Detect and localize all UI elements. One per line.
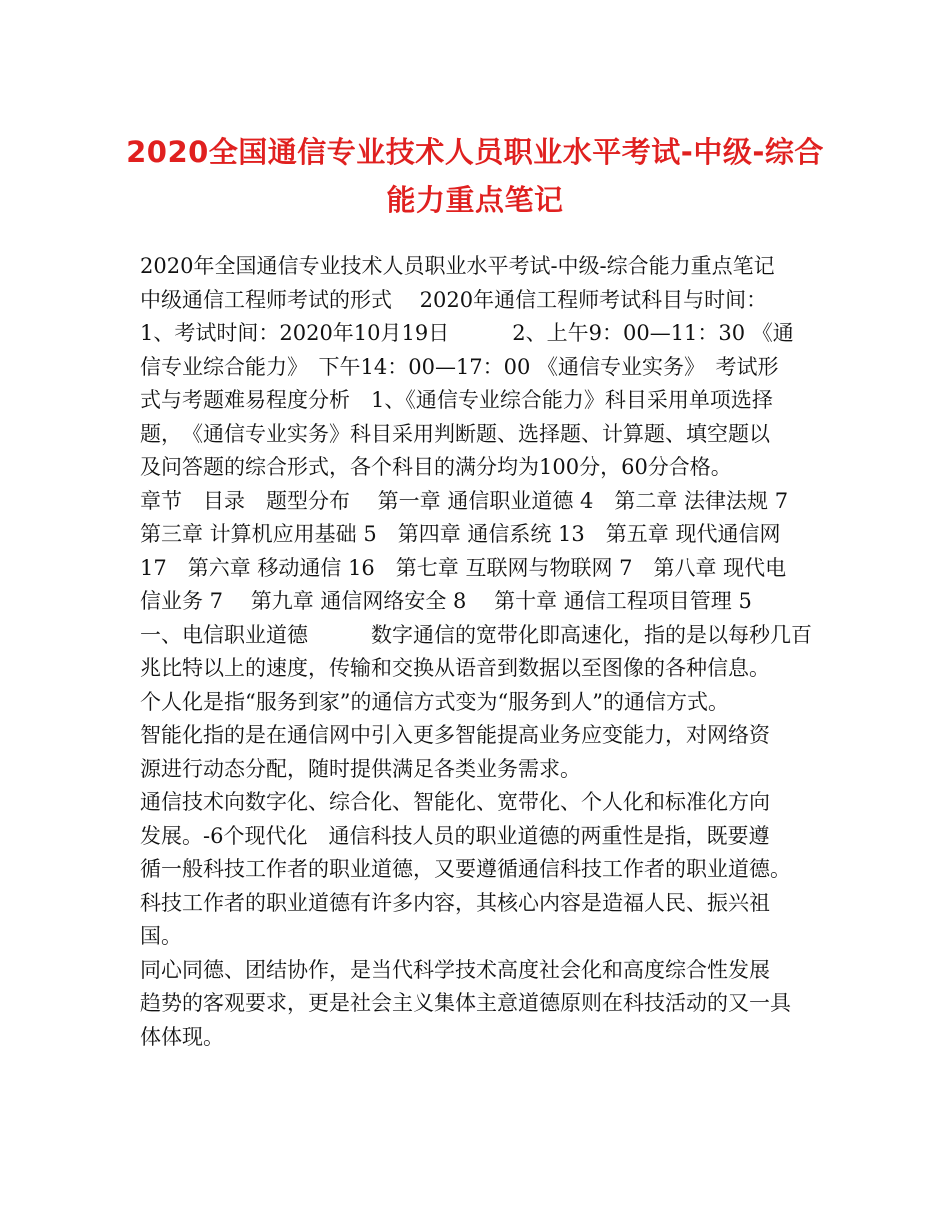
body-text-line: 题， 《通信专业实务》科目采用判断题、选择题、计算题、填空题以 [140,421,770,446]
body-text-line: 一、电信职业道德 数字通信的宽带化即高速化，指的是以每秒几百 [140,622,812,647]
body-text-line: 及问答题的综合形式，各个科目的满分均为100分，60分合格。 [140,455,732,479]
body-text-line: 同心同德、团结协作，是当代科学技术高度社会化和高度综合性发展 [140,957,770,982]
title-line: 能力重点笔记 [386,183,564,217]
body-text-line: 国。 [140,924,182,948]
body-text-line: 循一般科技工作者的职业道德，又要遵循通信科技工作者的职业道德。 [140,857,791,881]
body-text-line: 个人化是指“服务到家”的通信方式变为“服务到人”的通信方式。 [140,689,729,714]
body-text-line: 第三章 计算机应用基础 5 第四章 通信系统 13 第五章 现代通信网 [140,522,781,546]
body-text-line: 章节 目录 题型分布 第一章 通信职业道德 4 第二章 法律法规 7 [140,488,789,513]
body-text-line: 通信技术向数字化、综合化、智能化、宽带化、个人化和标准化方向 [140,790,770,814]
body-text-line: 兆比特以上的速度，传输和交换从语音到数据以至图像的各种信息。 [140,656,770,680]
body-text-line: 中级通信工程师考试的形式 2020年通信工程师考试科目与时间： [140,287,768,312]
body-text-line: 1、考试时间：2020年10月19日 2、上午9：00—11：30 《通 [140,321,794,345]
document-title [100,128,850,224]
body-text-line: 信业务 7 第九章 通信网络安全 8 第十章 通信工程项目管理 5 [140,589,752,613]
body-text-line: 源进行动态分配，随时提供满足各类业务需求。 [140,756,581,781]
body-text-line: 2020年全国通信专业技术人员职业水平考试-中级-综合能力重点笔记 [140,254,775,278]
body-text-line: 式与考题难易程度分析 1、《通信专业综合能力》科目采用单项选择 [140,388,773,412]
body-text-line: 信专业综合能力》 下午14：00—17：00 《通信专业实务》 考试形 [140,354,779,379]
body-text-line: 发展。-6个现代化 通信科技人员的职业道德的两重性是指，既要遵 [140,823,770,848]
body-text-line: 科技工作者的职业道德有许多内容，其核心内容是造福人民、振兴祖 [140,890,770,915]
title-line: 2020全国通信专业技术人员职业水平考试-中级-综合 [126,135,824,169]
body-text-line: 体体现。 [140,1024,224,1049]
body-text-line: 趋势的客观要求，更是社会主义集体主意道德原则在科技活动的又一具 [140,991,791,1015]
body-text-line: 智能化指的是在通信网中引入更多智能提高业务应变能力，对网络资 [140,723,770,747]
document-body [140,250,820,1054]
body-text-line: 17 第六章 移动通信 16 第七章 互联网与物联网 7 第八章 现代电 [140,555,787,580]
